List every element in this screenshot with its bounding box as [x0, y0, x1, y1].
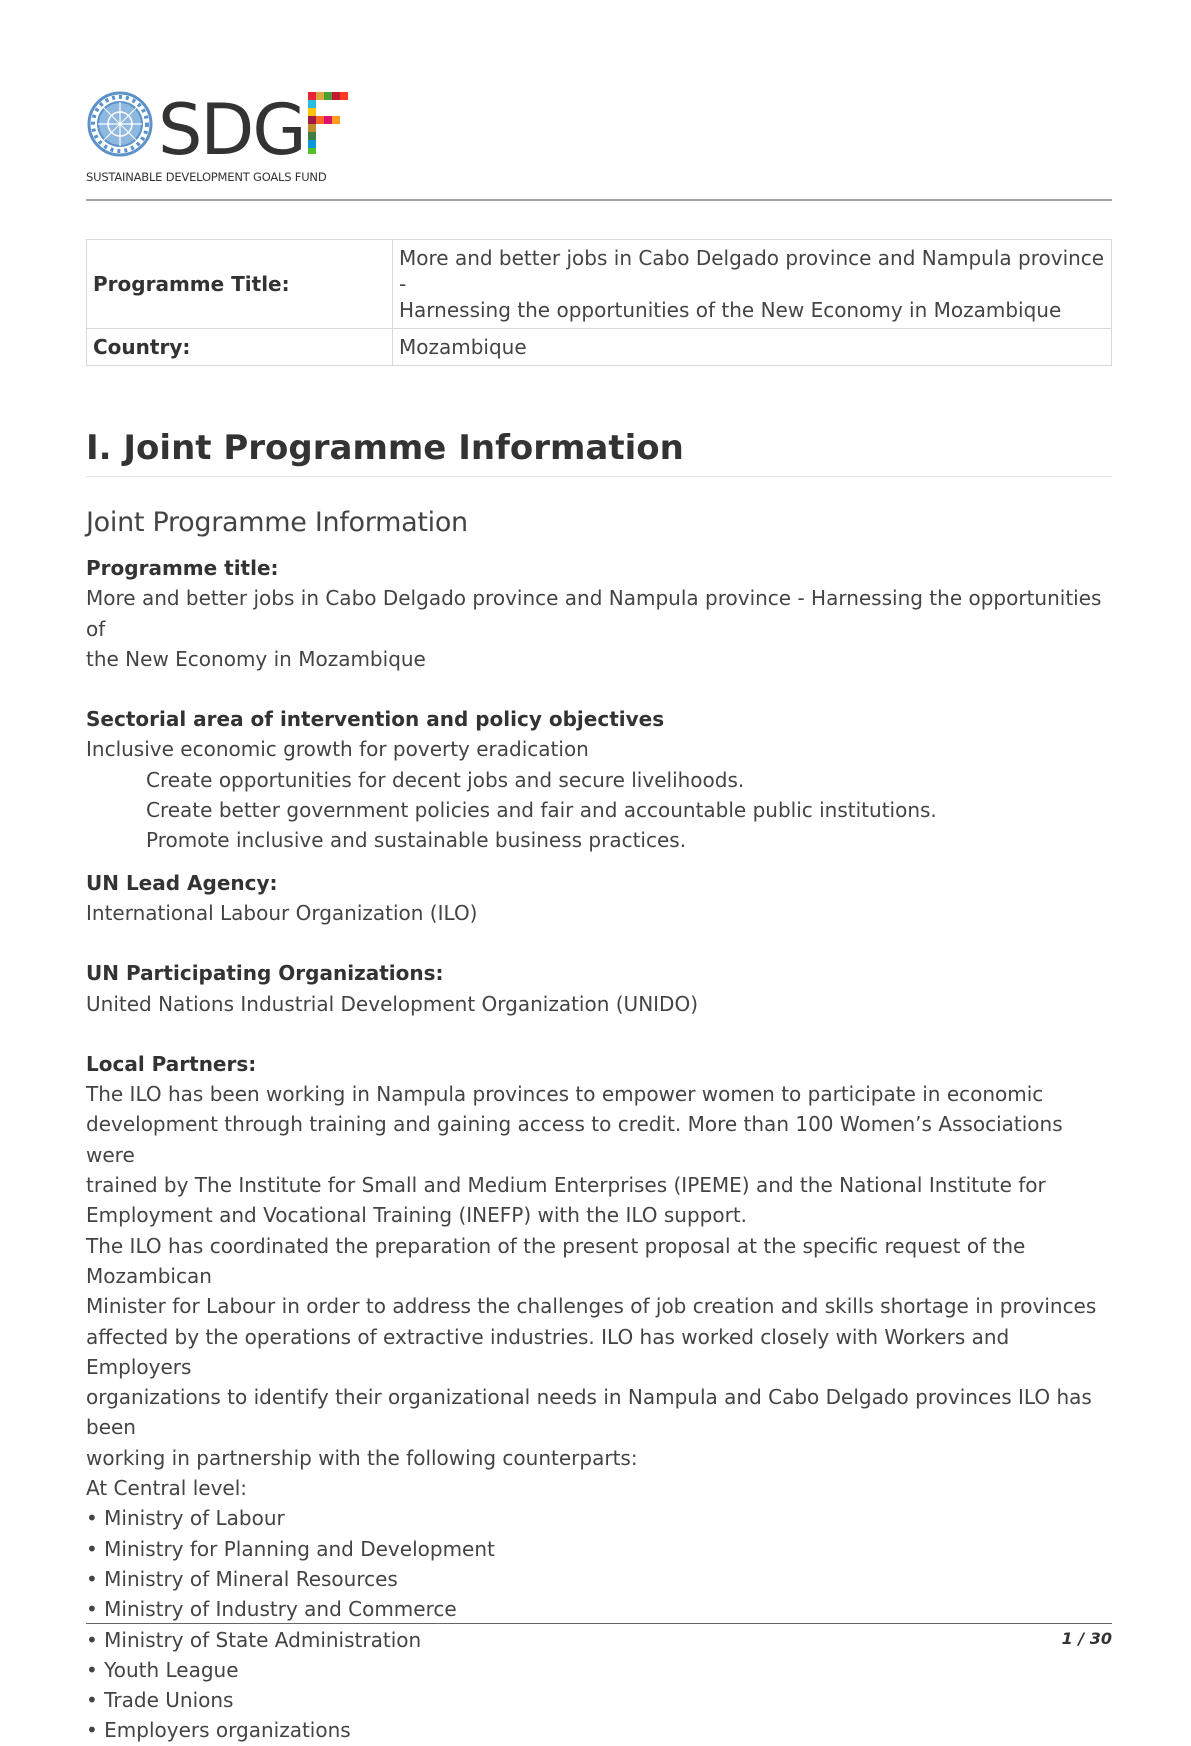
section-subheading: Joint Programme Information — [86, 507, 468, 538]
programme-details — [86, 553, 1112, 1746]
objective-item: Create better government policies and fair and accountable public institutions. — [146, 798, 937, 823]
section-heading: I. Joint Programme Information — [86, 428, 684, 468]
lead-agency-value: International Labour Organization (ILO) — [86, 900, 478, 925]
list-item: • Ministry of Industry and Commerce — [86, 1597, 457, 1622]
local-partners-line: trained by The Institute for Small and Medium Enterprises (IPEME) and the National Institute for — [86, 1173, 1046, 1198]
section-divider — [86, 476, 1112, 477]
logo-subtitle: SUSTAINABLE DEVELOPMENT GOALS FUND — [86, 170, 327, 184]
objective-item: Promote inclusive and sustainable business practices. — [146, 828, 687, 853]
local-partners-line: development through training and gaining access to credit. More than 100 Women’s Associations were — [86, 1112, 1063, 1167]
participating-orgs-heading: UN Participating Organizations: — [86, 961, 444, 986]
programme-title-value-line1: More and better jobs in Cabo Delgado province and Nampula province - — [399, 246, 1105, 296]
colorful-f-icon — [308, 92, 348, 154]
programme-title-heading: Programme title: — [86, 556, 279, 580]
table-row — [87, 329, 1112, 366]
local-partners-line: organizations to identify their organizational needs in Nampula and Cabo Delgado provinces ILO has been — [86, 1385, 1092, 1440]
table-row — [87, 240, 1112, 329]
programme-title-value-line2: Harnessing the opportunities of the New Economy in Mozambique — [399, 298, 1062, 322]
country-label: Country: — [87, 329, 393, 366]
list-item: • Employers organizations — [86, 1718, 351, 1743]
local-partners-line: Employment and Vocational Training (INEFP) with the ILO support. — [86, 1203, 748, 1228]
objective-item: Create opportunities for decent jobs and secure livelihoods. — [146, 767, 745, 792]
footer-divider — [86, 1623, 1112, 1624]
sectorial-heading: Sectorial area of intervention and policy objectives — [86, 707, 665, 732]
local-partners-line: Minister for Labour in order to address the challenges of job creation and skills shortage in provinces — [86, 1294, 1097, 1319]
sectorial-area: Inclusive economic growth for poverty eradication — [86, 737, 589, 762]
programme-title-value — [393, 240, 1112, 329]
page-number: 1 / 30 — [1061, 1629, 1112, 1648]
local-partners-line: The ILO has been working in Nampula provinces to empower women to participate in economic — [86, 1082, 1044, 1107]
list-item: • Ministry for Planning and Development — [86, 1536, 495, 1561]
programme-title-text-line1: More and better jobs in Cabo Delgado province and Nampula province - Harnessing the opportunities of — [86, 586, 1102, 641]
programme-title-text-line2: the New Economy in Mozambique — [86, 646, 426, 671]
lead-agency-heading: UN Lead Agency: — [86, 870, 278, 895]
list-item: • Youth League — [86, 1657, 239, 1682]
programme-title-label: Programme Title: — [87, 240, 393, 329]
list-item: • Trade Unions — [86, 1688, 234, 1713]
un-emblem-icon — [86, 88, 356, 168]
sdgf-logo — [86, 88, 356, 184]
svg-text:SDG: SDG — [158, 89, 305, 168]
list-item: • Ministry of State Administration — [86, 1627, 422, 1652]
list-item: • Ministry of Labour — [86, 1506, 285, 1531]
header-divider — [86, 199, 1112, 201]
participating-orgs-value: United Nations Industrial Development Organization (UNIDO) — [86, 991, 698, 1016]
local-partners-line: The ILO has coordinated the preparation of the present proposal at the specific request of the Mozambican — [86, 1233, 1026, 1288]
country-value: Mozambique — [393, 329, 1112, 366]
local-partners-line: At Central level: — [86, 1476, 248, 1501]
local-partners-line: working in partnership with the following counterparts: — [86, 1445, 638, 1470]
programme-info-table — [86, 239, 1112, 366]
list-item: • Ministry of Mineral Resources — [86, 1566, 398, 1591]
local-partners-heading: Local Partners: — [86, 1051, 257, 1076]
local-partners-line: affected by the operations of extractive industries. ILO has worked closely with Workers and Employers — [86, 1324, 1010, 1379]
